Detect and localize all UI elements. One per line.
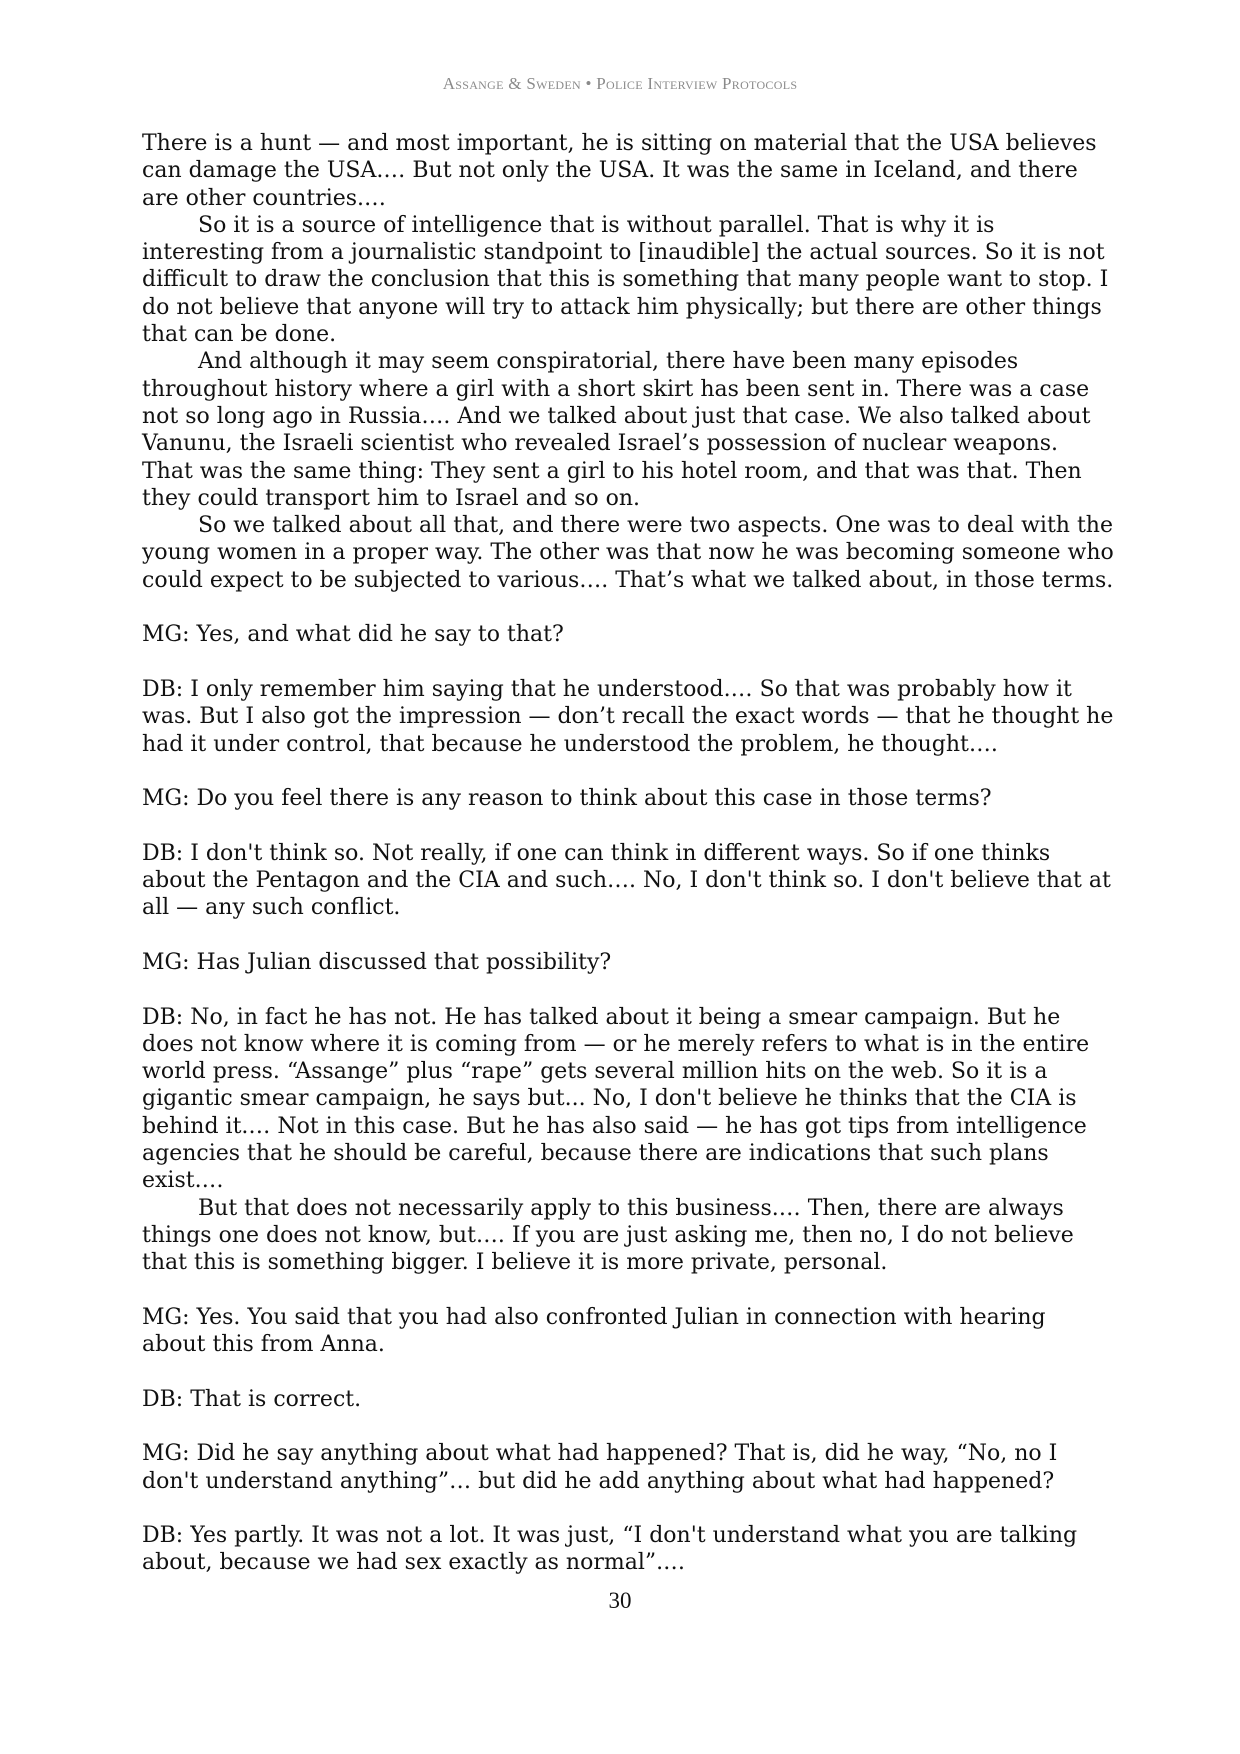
dialogue-line-db: DB: Yes partly. It was not a lot. It was just, “I don't understand what you are talking about, because we had sex exactly as normal”.… <box>142 1523 1078 1576</box>
dialogue-line-db: DB: No, in fact he has not. He has talked about it being a smear campaign. But he does not know where it is coming from — or he merely refers to what is in the entire world press. “Assange” plus “rape” gets several million hits on the web. So it is a gigantic smear campaign, he says but... No, I don't believe he thinks that the CIA is behind it.… Not in this case. But he has also said — he has got tips from intelligence agencies that he should be careful, because there are indications that such plans exist.… <box>142 1004 1090 1194</box>
paragraph: So it is a source of intelligence that is without parallel. That is why it is interesting from a journalistic standpoint to [inaudible] the actual sources. So it is not difficult to draw the conclusion that this is something that many people want to stop. I do not believe that anyone will try to attack him physically; but there are other things that can be done. <box>142 212 1109 348</box>
running-header: Assange & Sweden • Police Interview Protocols <box>442 74 798 93</box>
dialogue-line-mg: MG: Has Julian discussed that possibility? <box>142 949 612 975</box>
paragraph: But that does not necessarily apply to this business.… Then, there are always things one does not know, but…. If you are just asking me, then no, I do not believe that this is something bigger. I believe it is more private, personal. <box>142 1195 1074 1276</box>
paragraph: There is a hunt — and most important, he is sitting on material that the USA believes can damage the USA.… But not only the USA. It was the same in Iceland, and there are other countries.… <box>142 131 1097 211</box>
dialogue-line-db: DB: I only remember him saying that he understood.… So that was probably how it was. But I also got the impression — don’t recall the exact words — that he thought he had it under control, that because he understood the problem, he thought…. <box>142 676 1114 757</box>
dialogue-line-db: DB: I don't think so. Not really, if one can think in different ways. So if one thinks about the Pentagon and the CIA and such…. No, I don't think so. I don't believe that at all — any such conflict. <box>142 840 1111 921</box>
paragraph: So we talked about all that, and there were two aspects. One was to deal with the young women in a proper way. The other was that now he was becoming someone who could expect to be subjected to various…. That’s what we talked about, in those terms. <box>142 513 1114 593</box>
dialogue-line-mg: MG: Did he say anything about what had happened? That is, did he way, “No, no I don't understand anything”… but did he add anything about what had happened? <box>142 1441 1058 1494</box>
dialogue-line-mg: MG: Yes. You said that you had also confronted Julian in connection with hearing about this from Anna. <box>142 1304 1046 1358</box>
dialogue-line-mg: MG: Do you feel there is any reason to think about this case in those terms? <box>142 786 992 812</box>
dialogue-line-db: DB: That is correct. <box>142 1386 362 1412</box>
body-text <box>142 130 1114 1577</box>
paragraph: And although it may seem conspiratorial, there have been many episodes throughout history where a girl with a short skirt has been sent in. There was a case not so long ago in Russia…. And we talked about just that case. We also talked about Vanunu, the Israeli scientist who revealed Israel’s possession of nuclear weapons. That was the same thing: They sent a girl to his hotel room, and that was that. Then they could transport him to Israel and so on. <box>142 349 1091 511</box>
page-number: 30 <box>608 1588 632 1613</box>
dialogue-line-mg: MG: Yes, and what did he say to that? <box>142 622 564 648</box>
